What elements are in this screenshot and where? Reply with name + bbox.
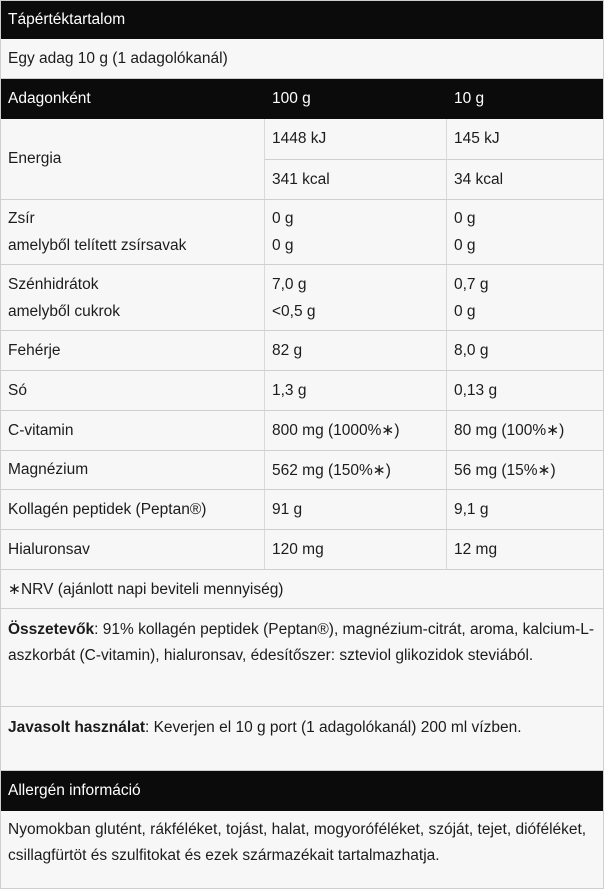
label-main: Szénhidrátok	[8, 275, 99, 293]
usage-label: Javasolt használat	[8, 719, 145, 736]
value-sub: 0 g	[454, 302, 476, 320]
table-row-carbs	[1, 265, 603, 331]
value-10g	[447, 265, 603, 330]
row-label: Magnézium	[1, 451, 265, 489]
value-sub: 0 g	[272, 237, 294, 254]
usage	[1, 707, 603, 771]
table-header	[1, 79, 603, 119]
value-10g: 12 mg	[454, 540, 498, 558]
row-label: Só	[1, 371, 265, 410]
value-main: 0 g	[272, 210, 294, 227]
serving-size	[1, 39, 603, 79]
table-row-fat	[1, 200, 603, 265]
value-100g: 800 mg (1000%∗)	[265, 411, 447, 450]
allergen-text: Nyomokban glutént, rákféléket, tojást, halat, mogyoróféléket, szóját, tejet, dióféléket, csillagfürtöt és szulfitokat és ezek származékait tartalmazhatja.	[8, 821, 587, 864]
value-main: 0,7 g	[454, 275, 489, 293]
label-sub: amelyből telített zsírsavak	[8, 237, 187, 254]
value-10g: 9,1 g	[454, 500, 489, 518]
row-label: Fehérje	[1, 331, 265, 370]
row-label: Hialuronsav	[1, 530, 265, 569]
value-10g: 8,0 g	[454, 341, 489, 359]
energy-kj-10g: 145 kJ	[454, 130, 500, 147]
value-main: 7,0 g	[272, 275, 307, 293]
header-100g: 100 g	[272, 90, 311, 107]
table-row	[1, 451, 603, 490]
energy-100g	[265, 119, 447, 199]
allergen-info	[1, 811, 603, 875]
header-per-serving: Adagonként	[8, 90, 91, 107]
nrv-note-text: ∗NRV (ajánlott napi beviteli mennyiség)	[8, 580, 284, 598]
row-label: Energia	[1, 119, 265, 199]
table-row	[1, 371, 603, 411]
value-100g: 91 g	[265, 490, 447, 529]
value-sub: <0,5 g	[272, 302, 316, 320]
ingredients-text: : 91% kollagén peptidek (Peptan®), magnézium-citrát, aroma, kalcium-L-aszkorbát (C-vitamin), hialuronsav, édesítőszer: szteviol glikozidok steviából.	[8, 621, 595, 664]
table-row	[1, 331, 603, 371]
energy-kcal-100g: 341 kcal	[265, 159, 446, 199]
table-row	[1, 530, 603, 570]
value-10g: 80 mg (100%∗)	[454, 422, 565, 439]
value-100g	[265, 265, 447, 330]
value-10g: 56 mg (15%∗)	[454, 461, 556, 479]
ingredients	[1, 609, 603, 707]
header-10g: 10 g	[454, 90, 485, 107]
row-label	[1, 265, 265, 330]
table-row	[1, 411, 603, 451]
nrv-note	[1, 570, 603, 609]
value-100g: 1,3 g	[265, 371, 447, 410]
label-sub: amelyből cukrok	[8, 302, 120, 320]
section-title-text: Tápértéktartalom	[8, 11, 126, 28]
row-label	[1, 200, 265, 264]
value-100g: 562 mg (150%∗)	[265, 451, 447, 489]
ingredients-label: Összetevők	[8, 621, 95, 638]
energy-10g	[447, 119, 603, 199]
section-title	[1, 1, 603, 39]
allergen-title	[1, 771, 603, 811]
table-row-energy	[1, 119, 603, 200]
energy-kj-100g: 1448 kJ	[272, 130, 327, 147]
allergen-title-text: Allergén információ	[8, 782, 141, 799]
value-sub: 0 g	[454, 237, 476, 254]
row-label: Kollagén peptidek (Peptan®)	[1, 490, 265, 529]
value-main: 0 g	[454, 210, 476, 227]
value-100g: 82 g	[265, 331, 447, 370]
energy-kcal-10g: 34 kcal	[447, 159, 603, 199]
serving-size-text: Egy adag 10 g (1 adagolókanál)	[8, 49, 228, 67]
value-10g	[447, 200, 603, 264]
label-main: Zsír	[8, 210, 35, 227]
table-row	[1, 490, 603, 530]
usage-text: : Keverjen el 10 g port (1 adagolókanál) 200 ml vízben.	[144, 719, 522, 736]
value-10g: 0,13 g	[454, 381, 498, 399]
value-100g: 120 mg	[265, 530, 447, 569]
row-label: C-vitamin	[1, 411, 265, 450]
value-100g	[265, 200, 447, 264]
